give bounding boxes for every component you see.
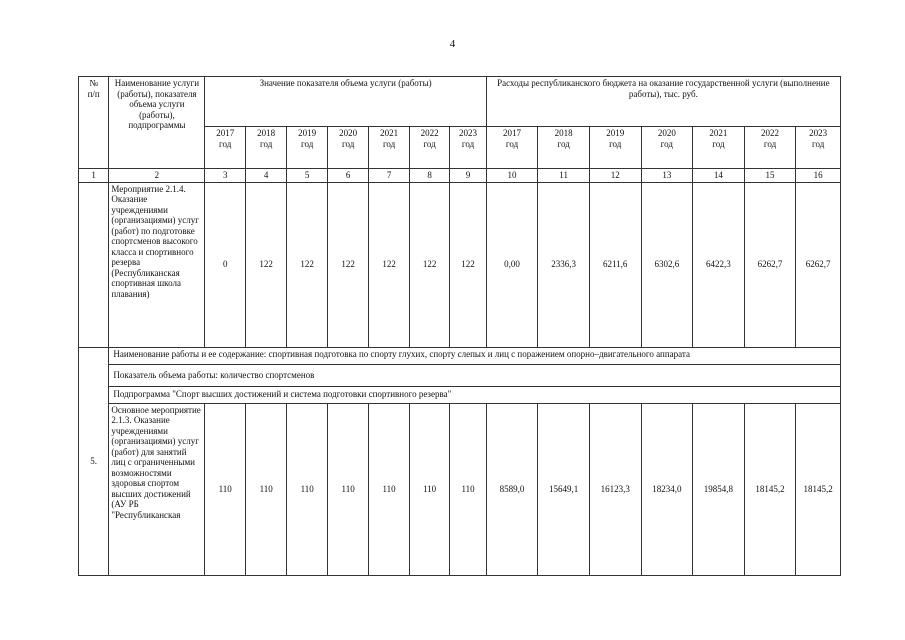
- column-number: 15: [744, 169, 796, 183]
- header-row-group: [79, 77, 841, 127]
- column-number: 4: [245, 169, 286, 183]
- volume-cell: 110: [369, 403, 409, 575]
- row-num-empty: [79, 182, 109, 347]
- column-number: 16: [796, 169, 841, 183]
- column-number: 9: [450, 169, 486, 183]
- column-number: 13: [641, 169, 693, 183]
- column-number: 14: [693, 169, 745, 183]
- table-row: [79, 182, 841, 347]
- volume-cell: 110: [450, 403, 486, 575]
- column-number: 1: [79, 169, 109, 183]
- volume-cell: 122: [409, 182, 449, 347]
- header-year: 2022 год: [744, 127, 796, 169]
- header-year: 2022 год: [409, 127, 449, 169]
- header-expense-group: Расходы республиканского бюджета на оказание государственной услуги (выполнение работы), тыс. руб.: [486, 77, 840, 127]
- expense-cell: 16123,3: [589, 403, 641, 575]
- page-number: 4: [449, 38, 456, 50]
- header-volume-group: Значение показателя объема услуги (работы): [205, 77, 486, 127]
- column-number: 3: [205, 169, 245, 183]
- row-name: Мероприятие 2.1.4. Оказание учреждениями (организациями) услуг (работ) по подготовке спортсменов высокого класса и спортивного резерва (Республиканская спортивная школа плавания): [109, 182, 205, 347]
- column-number: 5: [287, 169, 327, 183]
- section-work-row: [79, 347, 841, 364]
- volume-cell: 122: [450, 182, 486, 347]
- work-indicator: Показатель объема работы: количество спортсменов: [109, 364, 841, 386]
- column-number: 12: [589, 169, 641, 183]
- expense-cell: 0,00: [486, 182, 538, 347]
- volume-cell: 122: [245, 182, 286, 347]
- volume-cell: 110: [287, 403, 327, 575]
- expense-cell: 6302,6: [641, 182, 693, 347]
- column-number: 10: [486, 169, 538, 183]
- expense-cell: 19854,8: [693, 403, 745, 575]
- section-indicator-row: [79, 364, 841, 386]
- expense-cell: 6262,7: [744, 182, 796, 347]
- column-number-row: [79, 169, 841, 183]
- header-name: Наименование услуги (работы), показателя объема услуги (работы), подпрограммы: [109, 77, 205, 169]
- expense-cell: 6262,7: [796, 182, 841, 347]
- header-year: 2018 год: [538, 127, 590, 169]
- column-number: 6: [327, 169, 368, 183]
- header-year: 2023 год: [796, 127, 841, 169]
- volume-cell: 110: [409, 403, 449, 575]
- section-subprogram-row: [79, 386, 841, 403]
- volume-cell: 122: [287, 182, 327, 347]
- section-number: 5.: [79, 347, 109, 575]
- column-number: 8: [409, 169, 449, 183]
- budget-table: [78, 76, 841, 576]
- subprogram-title: Подпрограмма "Спорт высших достижений и система подготовки спортивного резерва": [109, 386, 841, 403]
- expense-cell: 2336,3: [538, 182, 590, 347]
- volume-cell: 122: [327, 182, 368, 347]
- volume-cell: 122: [369, 182, 409, 347]
- volume-cell: 110: [327, 403, 368, 575]
- header-year: 2017 год: [205, 127, 245, 169]
- header-year: 2019 год: [287, 127, 327, 169]
- column-number: 11: [538, 169, 590, 183]
- header-year: 2021 год: [369, 127, 409, 169]
- expense-cell: 15649,1: [538, 403, 590, 575]
- expense-cell: 18145,2: [796, 403, 841, 575]
- header-year: 2021 год: [693, 127, 745, 169]
- header-year: 2020 год: [327, 127, 368, 169]
- header-num: № п/п: [79, 77, 109, 169]
- header-year: 2017 год: [486, 127, 538, 169]
- expense-cell: 6422,3: [693, 182, 745, 347]
- column-number: 7: [369, 169, 409, 183]
- expense-cell: 6211,6: [589, 182, 641, 347]
- header-year: 2023 год: [450, 127, 486, 169]
- expense-cell: 18145,2: [744, 403, 796, 575]
- volume-cell: 110: [205, 403, 245, 575]
- header-year: 2019 год: [589, 127, 641, 169]
- table-row: [79, 403, 841, 575]
- volume-cell: 110: [245, 403, 286, 575]
- volume-cell: 0: [205, 182, 245, 347]
- expense-cell: 18234,0: [641, 403, 693, 575]
- row-name: Основное мероприятие 2.1.3. Оказание учреждениями (организациями) услуг (работ) для занятий лиц с ограниченными возможностями здоровья спортом высших достижений (АУ РБ "Республиканская: [109, 403, 205, 575]
- work-name: Наименование работы и ее содержание: спортивная подготовка по спорту глухих, спорту слепых и лиц с поражением опорно–двигательного аппарата: [109, 347, 841, 364]
- header-year: 2020 год: [641, 127, 693, 169]
- column-number: 2: [109, 169, 205, 183]
- header-year: 2018 год: [245, 127, 286, 169]
- expense-cell: 8589,0: [486, 403, 538, 575]
